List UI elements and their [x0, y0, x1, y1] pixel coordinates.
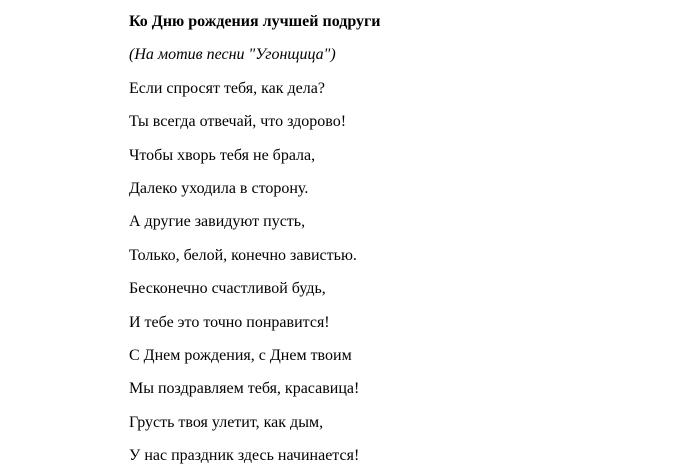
- verse-line: Только, белой, конечно завистью.: [129, 246, 357, 264]
- verse-line: А другие завидуют пусть,: [129, 213, 306, 231]
- verse-line: Грусть твоя улетит, как дым,: [129, 413, 324, 431]
- document-subtitle: (На мотив песни "Угонщица"): [129, 46, 336, 64]
- document-title: Ко Дню рождения лучшей подруги: [129, 13, 381, 30]
- verse-line: Бесконечно счастливой будь,: [129, 280, 326, 298]
- verse-line: Если спросят тебя, как дела?: [129, 79, 325, 97]
- verse-line: Ты всегда отвечай, что здорово!: [129, 113, 347, 131]
- verse-line: Мы поздравляем тебя, красавица!: [129, 380, 360, 398]
- verse-line: Далеко уходила в сторону.: [129, 179, 309, 197]
- verse-line: У нас праздник здесь начинается!: [129, 447, 360, 465]
- verse-line: С Днем рождения, с Днем твоим: [129, 346, 352, 364]
- verse-line: И тебе это точно понравится!: [129, 313, 330, 331]
- document-page: [129, 5, 689, 472]
- verse-line: Чтобы хворь тебя не брала,: [129, 146, 316, 164]
